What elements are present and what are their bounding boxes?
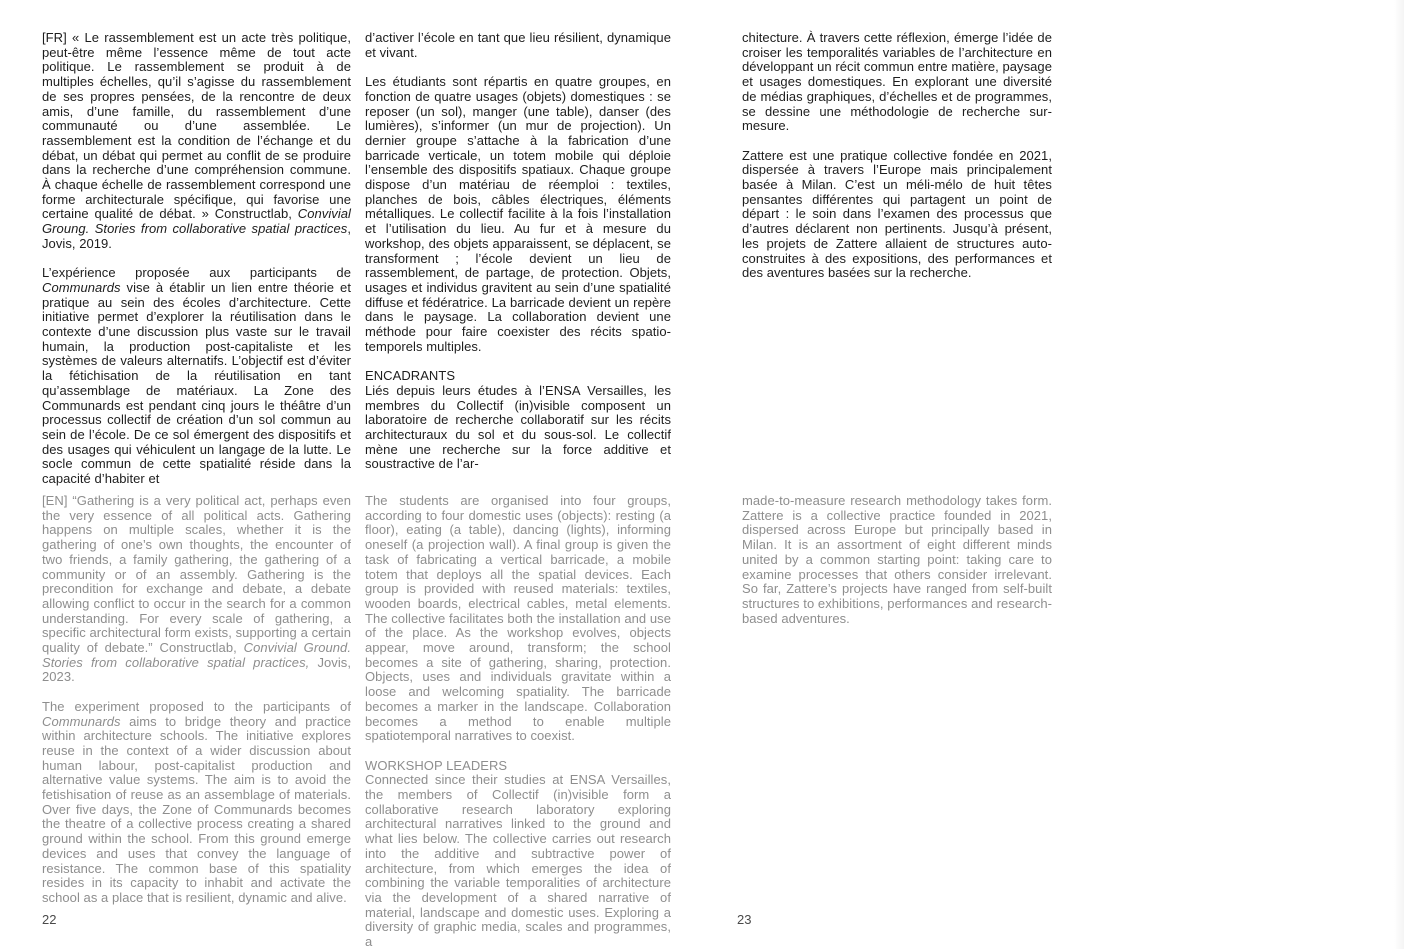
section-heading-workshop-leaders: WORKSHOP LEADERS xyxy=(365,757,508,773)
body-text: [FR] « Le rassemblement est un acte très politique, peut-être même l’essence même de tout acte politique. Le rassemblement se produit à de multiples échelles, qu’il s’agisse du rassemblement de ses propres pensées, de la rencontre de deux amis, d’une famille, du rassemblement d’une communauté ou d’une assemblée. Le rassemblement est la condition de l’échange et du débat, un débat qui permet au conflit de se produire dans la recherche d’une compréhension commune. À chaque échelle de rassemblement correspond une forme architecturale spécifique, qui favorise une certaine qualité de débat. » Constructlab, xyxy=(42,30,351,222)
body-text: aims to bridge theory and practice within architecture schools. The initiative explores reuse in the context of a wider discussion about human labour, post-capitalist production and alternative value systems. The aim is to avoid the fetishisation of reuse as an assemblage of materials. Over five days, the Zone of Communards becomes the theatre of a collective process creating a shared ground within the school. From this ground emerge devices and uses that convey the language of resistance. The common base of this spatiality resides in its capacity to inhabit and activate the school as a place that is resilient, dynamic and alive. xyxy=(42,713,351,905)
citation-title: Convivial Groung. Stories from collaborative spatial practices xyxy=(42,206,351,237)
paragraph-fr: Les étudiants sont répartis en quatre groupes, en fonction de quatre usages (objets) domestiques : se reposer (un sol), manger (une table), danser (des lumières), s’informer (un mur de projection). Un dernier groupe s’attache à la fabrication d’une barricade verticale, un totem mobile qui déploie l’ensemble des dispositifs spatiaux. Chaque groupe dispose d’un matériau de réemploi : textiles, planches de bois, câbles électriques, éléments métalliques. Le collectif facilite à la fois l’installation et l’utilisation du lieu. Au fur et à mesure du workshop, des objets apparaissent, se déplacent, se transforment ; l’école devient un lieu de rassemblement, de partage, de protection. Objets, usages et individus gravitent au sein d’une spatialité diffuse et fédératrice. La barricade devient un repère dans le paysage. La collaboration devient une méthode pour faire coexister des récits spatio-temporels multiples. xyxy=(365,74,671,354)
paragraph-fr xyxy=(42,266,351,487)
french-column-1 xyxy=(42,31,351,487)
english-column-1 xyxy=(42,494,351,906)
page-number-right: 23 xyxy=(737,912,752,927)
section-heading-encadrants: ENCADRANTS xyxy=(365,368,456,384)
paragraph-quote-fr xyxy=(42,31,351,252)
paragraph-fr: Liés depuis leurs études à l’ENSA Versailles, les membres du Collectif (in)visible composent un laboratoire de recherche collaboratif sur les récits architecturaux du sol et du sous-sol. Le collectif mène une recherche sur la force additive et soustractive de l’ar- xyxy=(365,382,671,472)
citation-title: Convivial Ground. Stories from collaborative spatial practices, xyxy=(42,640,351,670)
body-text: [EN] “Gathering is a very political act, perhaps even the very essence of all political acts. Gathering happens on multiple scales, whether it is the gathering of one’s own thoughts, the encounter of two friends, a family gathering, the gathering of a community or of an assembly. Gathering is the precondition for exchange and debate, a debate allowing conflict to occur in the search for a common understanding. For every scale of gathering, a specific architectural form exists, supporting a certain quality of debate.” Constructlab, xyxy=(42,493,351,656)
paragraph-quote-en xyxy=(42,494,351,685)
french-column-3 xyxy=(742,31,1052,281)
paragraph-en: The students are organised into four groups, according to four domestic uses (objects): resting (a floor), eating (a table), dancing (lights), informing oneself (a projection wall). A final group is given the task of fabricating a vertical barricade, a mobile totem that deploys all the spatial devices. Each group is provided with reused materials: textiles, wooden boards, electrical cables, metal elements. The collective facilitates both the installation and use of the place. As the workshop evolves, objects appear, move around, transform; the school becomes a site of gathering, sharing, protection. Objects, uses and individuals gravitate within a loose and welcoming spatiality. The barricade becomes a marker in the landscape. Collaboration becomes a method to enable multiple spatiotemporal narratives to coexist. xyxy=(365,493,671,744)
paragraph-en xyxy=(42,700,351,906)
body-text: , Jovis, 2019. xyxy=(42,221,351,251)
english-column-2 xyxy=(365,494,671,949)
project-name: Communards xyxy=(42,713,121,729)
paragraph-fr: chitecture. À travers cette réflexion, émerge l’idée de croiser les temporalités variables de l’architecture en développant un récit commun entre matière, paysage et usages domestiques. En explorant une diversité de médias graphiques, d’échelles et de programmes, se dessine une méthodologie de recherche sur-mesure. xyxy=(742,30,1052,134)
body-text: L’expérience proposée aux participants de xyxy=(42,265,351,281)
paragraph-fr: d’activer l’école en tant que lieu résilient, dynamique et vivant. xyxy=(365,30,671,60)
body-text: The experiment proposed to the participants of xyxy=(42,698,351,714)
body-text: Jovis, 2023. xyxy=(42,654,351,685)
paragraph-fr: Zattere est une pratique collective fondée en 2021, dispersée à travers l’Europe mais principalement basée à Milan. C’est un méli-mélo de huit têtes pensantes différentes qui partagent un point de départ : le soin dans l’examen des processus que d’autres déclarent non pertinents. Jusqu’à présent, les projets de Zattere allaient de structures auto-construites à des expositions, des performances et des aventures basées sur la recherche. xyxy=(742,147,1052,281)
english-column-3 xyxy=(742,494,1052,626)
french-column-2 xyxy=(365,31,671,472)
project-name: Communards xyxy=(42,279,121,295)
paragraph-en: Connected since their studies at ENSA Versailles, the members of Collectif (in)visible form a collaborative research laboratory exploring architectural narratives linked to the ground and what lies below. The collective carries out research into the additive and subtractive power of architecture, from which emerges the idea of combining the variable temporalities of architecture via the development of a shared narrative of material, landscape and domestic uses. Exploring a diversity of graphic media, scales and programmes, a xyxy=(365,772,671,949)
page-number-left: 22 xyxy=(42,912,57,927)
paragraph-en: made-to-measure research methodology takes form. Zattere is a collective practice founded in 2021, dispersed across Europe but principally based in Milan. It is an assortment of eight different minds united by a common starting point: taking care to examine processes that others consider irrelevant. So far, Zattere’s projects have ranged from self-built structures to exhibitions, performances and research-based adventures. xyxy=(742,493,1052,626)
body-text: vise à établir un lien entre théorie et pratique au sein des écoles d’architecture. Cette initiative permet d’explorer la réutilisation dans le contexte d’une discussion plus vaste sur le travail humain, la production post-capitaliste et les systèmes de valeurs alternatifs. L’objectif est d’éviter la fétichisation de la réutilisation en tant qu’assemblage de matériaux. La Zone des Communards est pendant cinq jours le théâtre d’un processus collectif de création d’un sol commun au sein de l’école. De ce sol émergent des dispositifs et des usages qui véhiculent un langage de la lutte. Le socle commun de cette spatialité réside dans la capacité d’habiter et xyxy=(42,279,351,487)
